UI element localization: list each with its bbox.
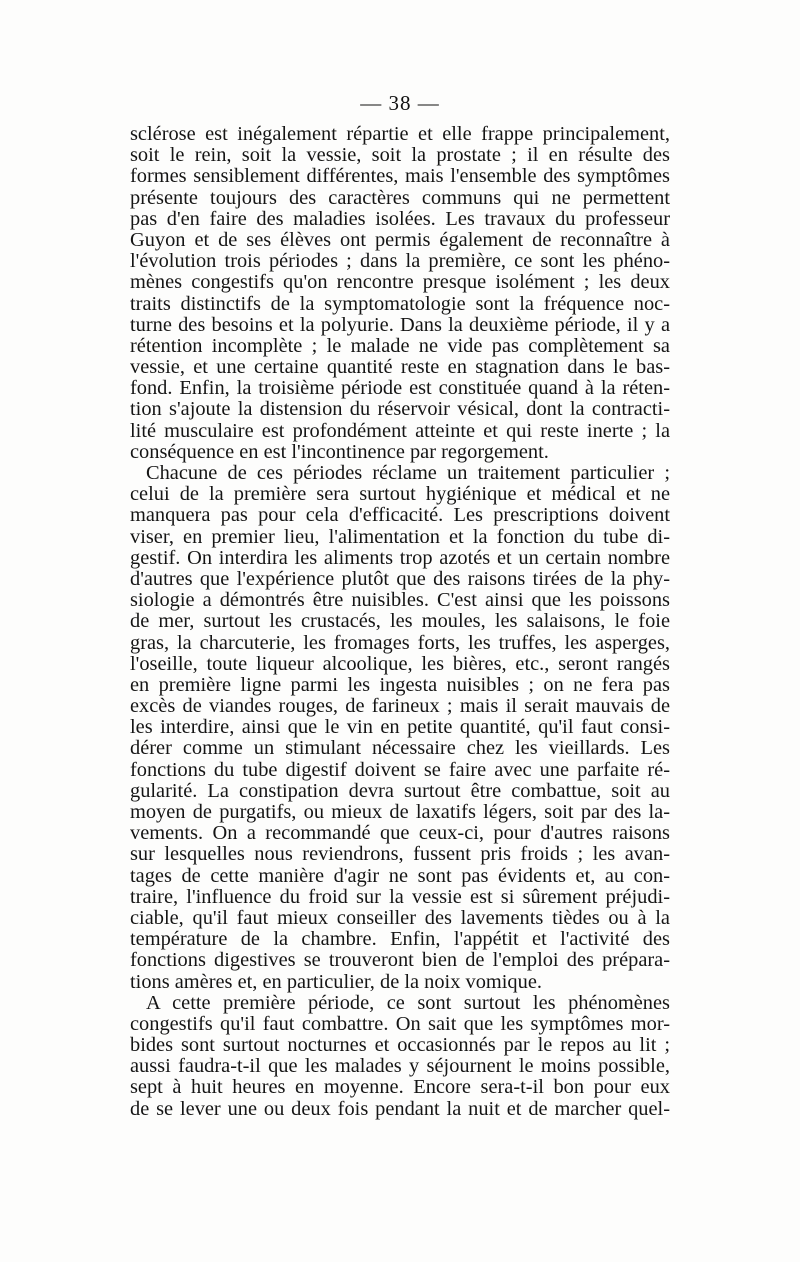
text-line: siologie a démontrés être nuisibles. C'est ainsi que les poissons	[130, 590, 670, 612]
text-line: mènes congestifs qu'on rencontre presque isolément ; les deux	[130, 272, 670, 294]
text-line: aussi faudra-t-il que les malades y séjournent le moins possible,	[130, 1056, 670, 1078]
text-line: présente toujours des caractères communs qui ne permettent	[130, 187, 670, 209]
text-line: sept à huit heures en moyenne. Encore sera-t-il bon pour eux	[130, 1077, 670, 1099]
text-line: lité musculaire est profondément atteinte et qui reste inerte ; la	[130, 420, 670, 442]
text-line: d'autres que l'expérience plutôt que des raisons tirées de la phy-	[130, 568, 670, 590]
text-line: tion s'ajoute la distension du réservoir vésical, dont la contracti-	[130, 399, 670, 421]
text-line: température de la chambre. Enfin, l'appétit et l'activité des	[130, 929, 670, 951]
page-number: — 38 —	[360, 91, 440, 115]
text-line: en première ligne parmi les ingesta nuisibles ; on ne fera pas	[130, 674, 670, 696]
body-text	[130, 124, 670, 1120]
text-line: tages de cette manière d'agir ne sont pas évidents et, au con-	[130, 865, 670, 887]
text-line: sur lesquelles nous reviendrons, fussent pris froids ; les avan-	[130, 844, 670, 866]
text-line: moyen de purgatifs, ou mieux de laxatifs légers, soit par des la-	[130, 802, 670, 823]
text-line: Chacune de ces périodes réclame un traitement particulier ;	[146, 463, 670, 484]
text-line: gras, la charcuterie, les fromages forts, les truffes, les asperges,	[130, 632, 670, 654]
text-line: celui de la première sera surtout hygiénique et médical et ne	[130, 484, 670, 506]
text-line: formes sensiblement différentes, mais l'ensemble des symptômes	[130, 166, 670, 188]
text-line: l'évolution trois périodes ; dans la première, ce sont les phéno-	[130, 251, 670, 273]
text-line: dérer comme un stimulant nécessaire chez les vieillards. Les	[130, 738, 670, 760]
text-line: gularité. La constipation devra surtout être combattue, soit au	[130, 780, 670, 802]
text-line: traire, l'influence du froid sur la vessie est si sûrement préjudi-	[130, 886, 670, 908]
text-line: sclérose est inégalement répartie et elle frappe principalement,	[130, 124, 670, 145]
paragraph-3	[130, 993, 670, 1120]
text-line: gestif. On interdira les aliments trop azotés et un certain nombre	[130, 547, 670, 569]
text-line: manquera pas pour cela d'efficacité. Les prescriptions doivent	[130, 505, 670, 527]
text-line: A cette première période, ce sont surtout les phénomènes	[146, 992, 670, 1014]
text-line: excès de viandes rouges, de farineux ; mais il serait mauvais de	[130, 696, 670, 718]
text-line: l'oseille, toute liqueur alcoolique, les bières, etc., seront rangés	[130, 653, 670, 675]
text-line: tions amères et, en particulier, de la noix vomique.	[130, 971, 542, 993]
text-line: les interdire, ainsi que le vin en petite quantité, qu'il faut consi-	[130, 717, 670, 739]
text-line: turne des besoins et la polyurie. Dans la deuxième période, il y a	[130, 314, 670, 336]
text-line: congestifs qu'il faut combattre. On sait que les symptômes mor-	[130, 1013, 670, 1035]
text-line: de mer, surtout les crustacés, les moules, les salaisons, le foie	[130, 611, 670, 633]
text-line: vessie, et une certaine quantité reste en stagnation dans le bas-	[130, 357, 670, 379]
text-line: rétention incomplète ; le malade ne vide pas complètement sa	[130, 335, 670, 357]
text-line: viser, en premier lieu, l'alimentation et la fonction du tube di-	[130, 526, 670, 548]
paragraph-1	[130, 124, 670, 463]
text-line: bides sont surtout nocturnes et occasionnés par le repos au lit ;	[130, 1035, 670, 1057]
text-line: fond. Enfin, la troisième période est constituée quand à la réten-	[130, 378, 670, 400]
text-line: Guyon et de ses élèves ont permis également de reconnaître à	[130, 229, 670, 251]
text-line: de se lever une ou deux fois pendant la nuit et de marcher quel-	[130, 1098, 670, 1120]
text-line: vements. On a recommandé que ceux-ci, pour d'autres raisons	[130, 823, 670, 845]
text-line: conséquence en est l'incontinence par regorgement.	[130, 441, 549, 463]
text-line: pas d'en faire des maladies isolées. Les travaux du professeur	[130, 208, 670, 230]
text-line: traits distinctifs de la symptomatologie sont la fréquence noc-	[130, 293, 670, 315]
text-line: ciable, qu'il faut mieux conseiller des lavements tièdes ou à la	[130, 907, 670, 929]
text-line: soit le rein, soit la vessie, soit la prostate ; il en résulte des	[130, 145, 670, 167]
text-line: fonctions du tube digestif doivent se faire avec une parfaite ré-	[130, 759, 670, 781]
paragraph-2	[130, 463, 670, 993]
text-line: fonctions digestives se trouveront bien de l'emploi des prépara-	[130, 950, 670, 972]
